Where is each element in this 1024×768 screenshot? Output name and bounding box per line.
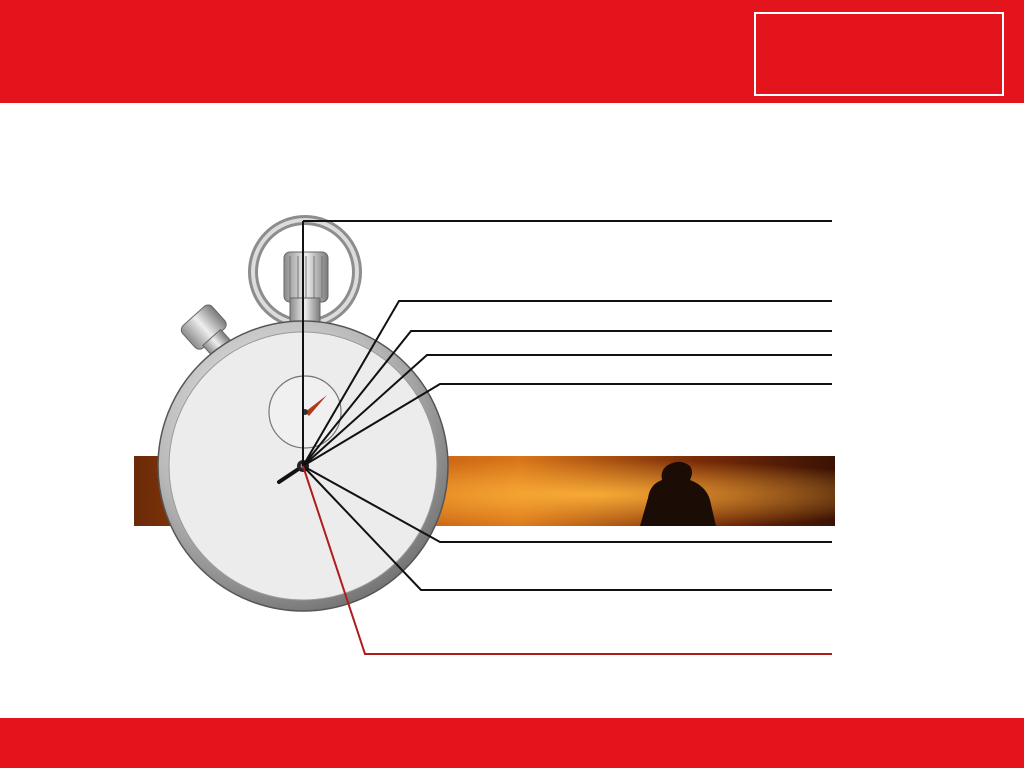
footer-bar <box>0 718 1024 768</box>
sub-dial <box>269 376 341 448</box>
